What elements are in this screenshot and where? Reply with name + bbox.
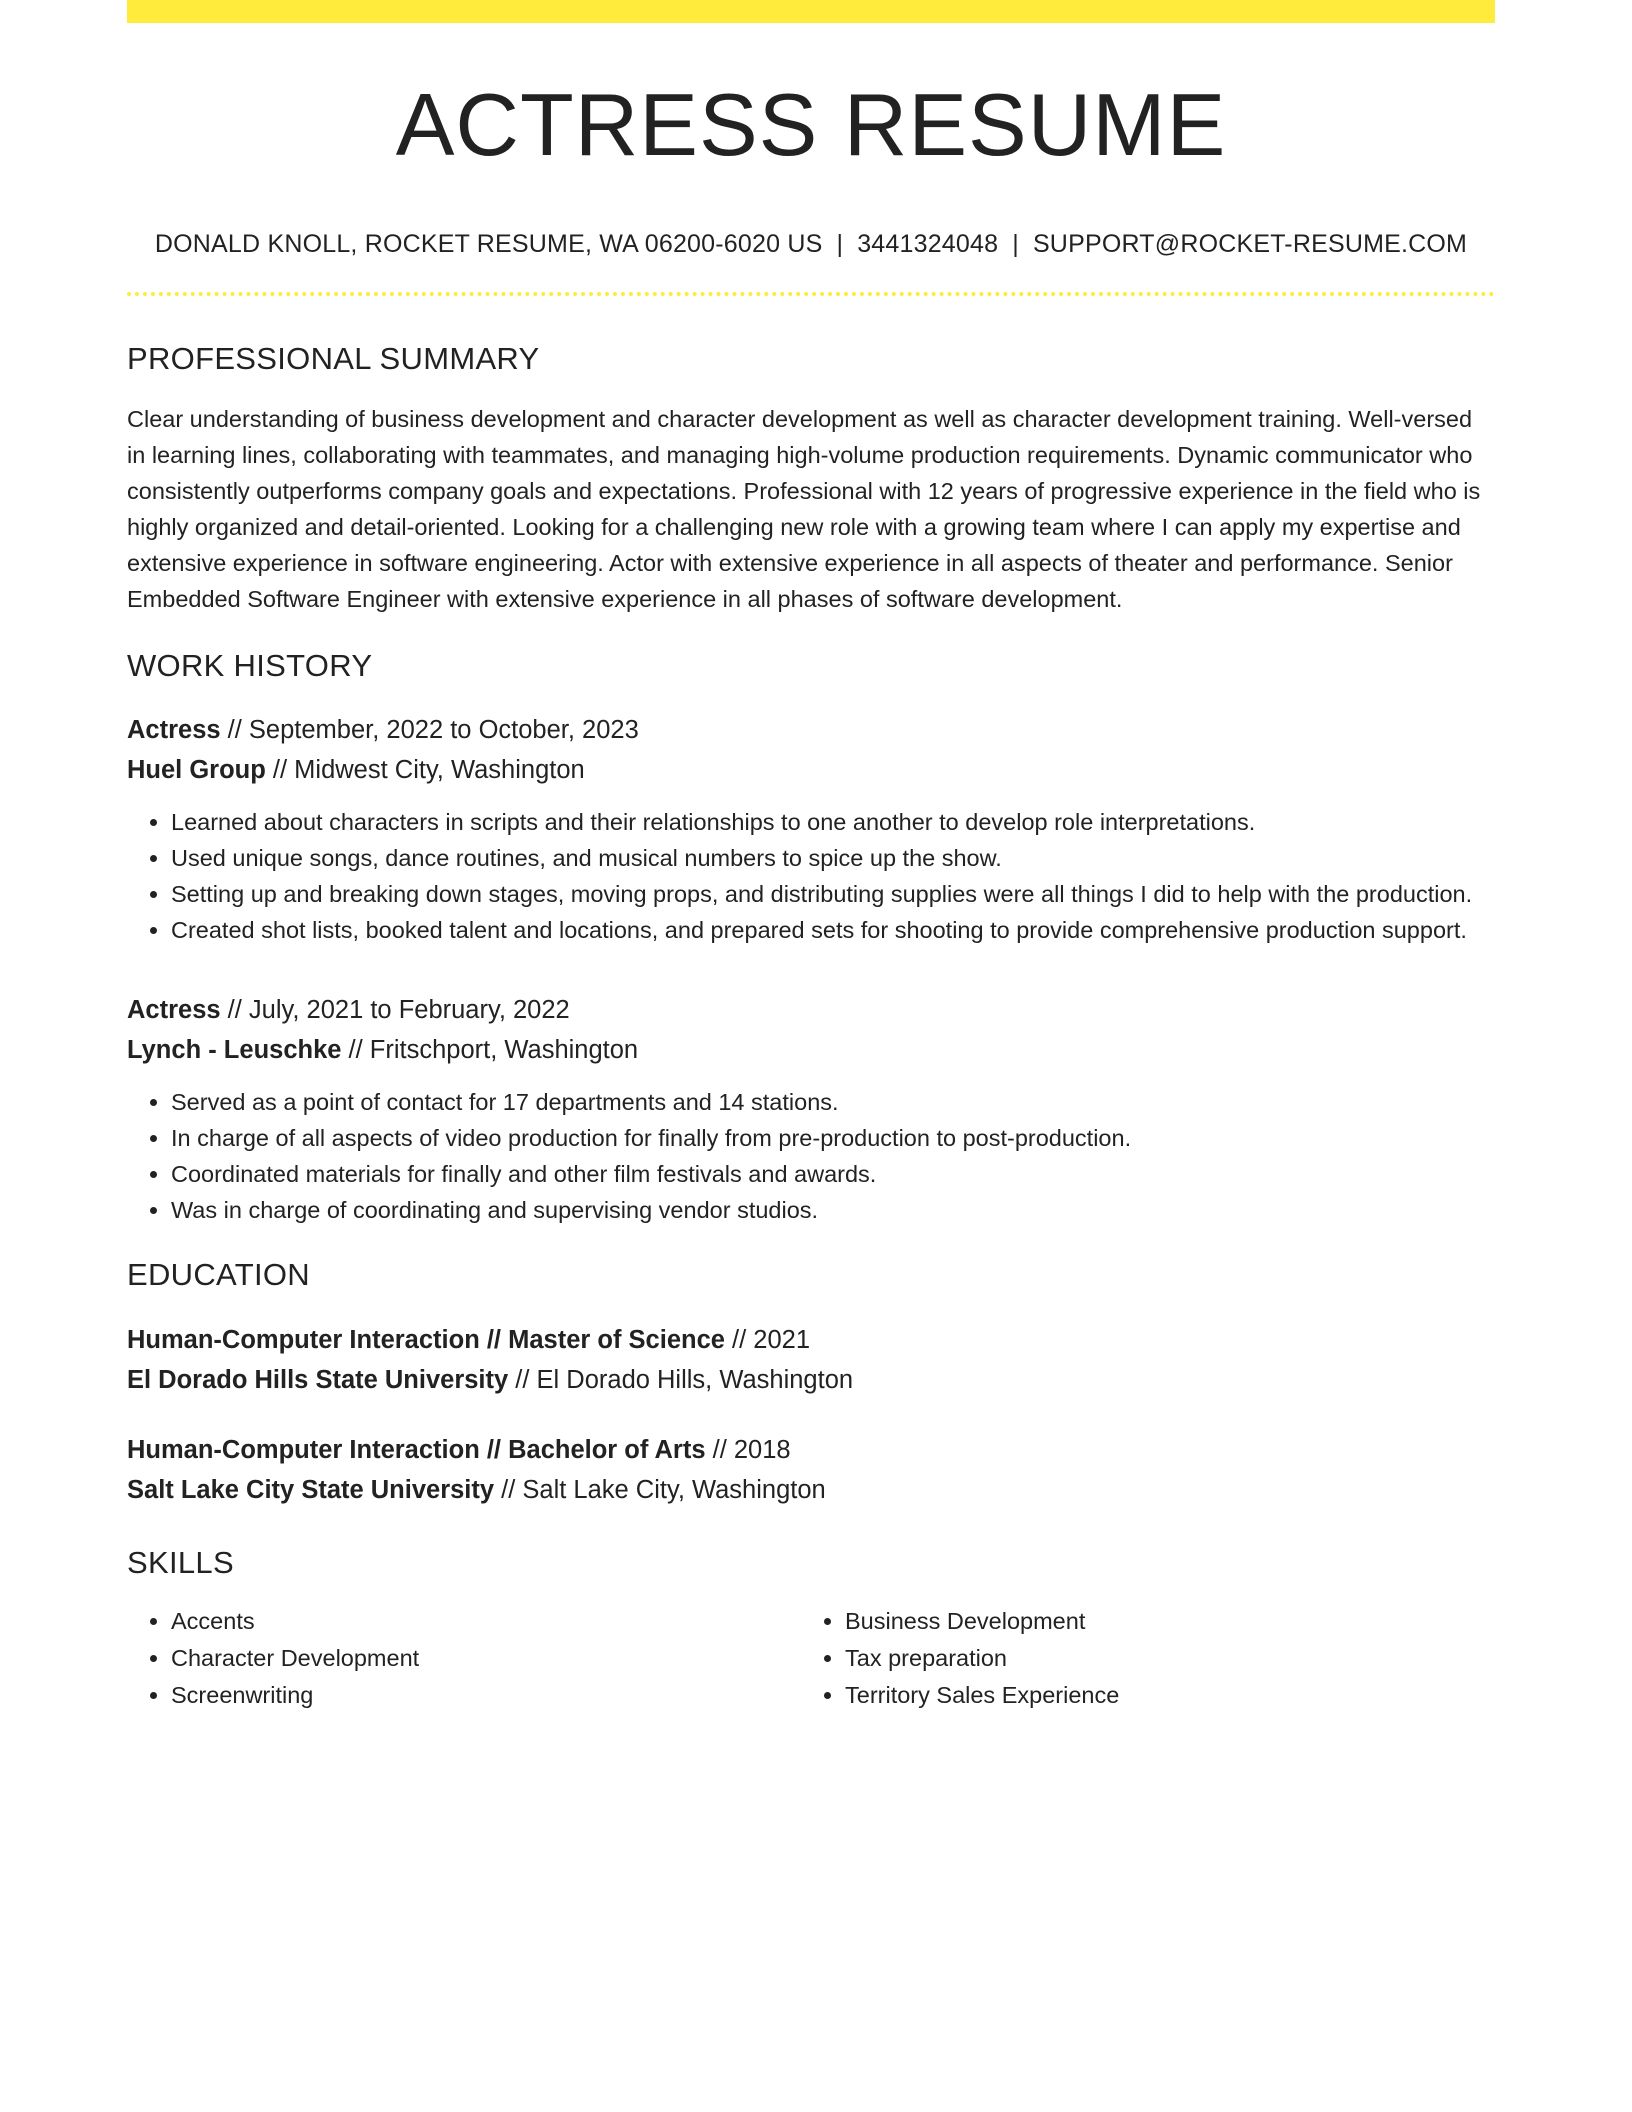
job-bullets — [127, 1084, 1495, 1228]
education-degree: Human-Computer Interaction // Master of Science — [127, 1325, 725, 1354]
skills-list — [127, 1603, 1495, 1714]
job-location: // Midwest City, Washington — [265, 756, 585, 785]
education-heading: EDUCATION — [127, 1257, 310, 1293]
job-location: // Fritschport, Washington — [341, 1036, 639, 1065]
summary-text: Clear understanding of business development and character development as well as character development training. Well-versed in learning lines, collaborating with teammates, and managing high-volume production requirements. Dynamic communicator who consistently outperforms company goals and expectations. Professional with 12 years of progressive experience in the field who is highly organized and detail-oriented. Looking for a challenging new role with a growing team where I can apply my expertise and extensive experience in software engineering. Actor with extensive experience in all aspects of theater and performance. Senior Embedded Software Engineer with extensive experience in all phases of software development. — [127, 406, 1481, 613]
skills-column-left — [127, 1603, 801, 1714]
job-bullet: • Setting up and breaking down stages, moving props, and distributing supplies were all things I did to help with the production. — [171, 876, 1495, 912]
education-location: // Salt Lake City, Washington — [494, 1475, 826, 1504]
job-company: Huel Group — [127, 756, 266, 785]
education-school-line — [127, 1360, 1495, 1400]
resume-title: ACTRESS RESUME — [395, 75, 1227, 174]
skill-item: • Accents — [171, 1603, 801, 1640]
job-bullet: • Created shot lists, booked talent and locations, and prepared sets for shooting to provide comprehensive production support. — [171, 912, 1495, 948]
contact-address: DONALD KNOLL, ROCKET RESUME, WA 06200-6020 US — [154, 230, 823, 258]
skill-item: • Tax preparation — [845, 1640, 1495, 1677]
job-dates: // July, 2021 to February, 2022 — [220, 996, 570, 1025]
contact-separator: | — [836, 230, 844, 258]
job-company: Lynch - Leuschke — [127, 1036, 342, 1065]
job-entry — [127, 710, 1495, 948]
education-degree-line — [127, 1430, 1495, 1470]
contact-line — [127, 229, 1495, 259]
skill-item: • Business Development — [845, 1603, 1495, 1640]
job-bullet: • Was in charge of coordinating and supervising vendor studios. — [171, 1192, 1495, 1228]
job-bullet: • Used unique songs, dance routines, and musical numbers to spice up the show. — [171, 840, 1495, 876]
resume-page — [127, 0, 1495, 1714]
job-bullet: • Coordinated materials for finally and other film festivals and awards. — [171, 1156, 1495, 1192]
education-school: Salt Lake City State University — [127, 1475, 495, 1504]
education-school: El Dorado Hills State University — [127, 1365, 509, 1394]
job-bullets — [127, 804, 1495, 948]
education-location: // El Dorado Hills, Washington — [508, 1365, 854, 1394]
education-year: // 2021 — [724, 1325, 811, 1354]
work-history-heading: WORK HISTORY — [127, 648, 373, 684]
education-degree: Human-Computer Interaction // Bachelor of Arts — [127, 1435, 706, 1464]
education-entry — [127, 1430, 1495, 1510]
job-title: Actress — [127, 996, 221, 1025]
job-dates: // September, 2022 to October, 2023 — [220, 716, 639, 745]
skill-item: • Character Development — [171, 1640, 801, 1677]
education-year: // 2018 — [705, 1435, 791, 1464]
education-entry — [127, 1320, 1495, 1400]
education-degree-line — [127, 1320, 1495, 1360]
job-bullet: • In charge of all aspects of video production for finally from pre-production to post-production. — [171, 1120, 1495, 1156]
summary-heading: PROFESSIONAL SUMMARY — [127, 341, 540, 376]
skills-column-right — [801, 1603, 1495, 1714]
job-title: Actress — [127, 716, 221, 745]
job-bullet: • Learned about characters in scripts and their relationships to one another to develop role interpretations. — [171, 804, 1495, 840]
dotted-divider — [127, 292, 1495, 296]
contact-separator: | — [1012, 230, 1019, 258]
job-title-line — [127, 990, 1495, 1030]
education-school-line — [127, 1470, 1495, 1510]
skill-item: • Territory Sales Experience — [845, 1677, 1495, 1714]
job-title-line — [127, 710, 1495, 750]
contact-phone: 3441324048 — [857, 230, 999, 258]
job-entry — [127, 990, 1495, 1228]
job-company-line — [127, 750, 1495, 790]
job-bullet: • Served as a point of contact for 17 departments and 14 stations. — [171, 1084, 1495, 1120]
skills-heading: SKILLS — [127, 1544, 234, 1580]
accent-top-bar — [127, 0, 1495, 23]
contact-email: SUPPORT@ROCKET-RESUME.COM — [1032, 230, 1468, 258]
skill-item: • Screenwriting — [171, 1677, 801, 1714]
job-company-line — [127, 1030, 1495, 1070]
